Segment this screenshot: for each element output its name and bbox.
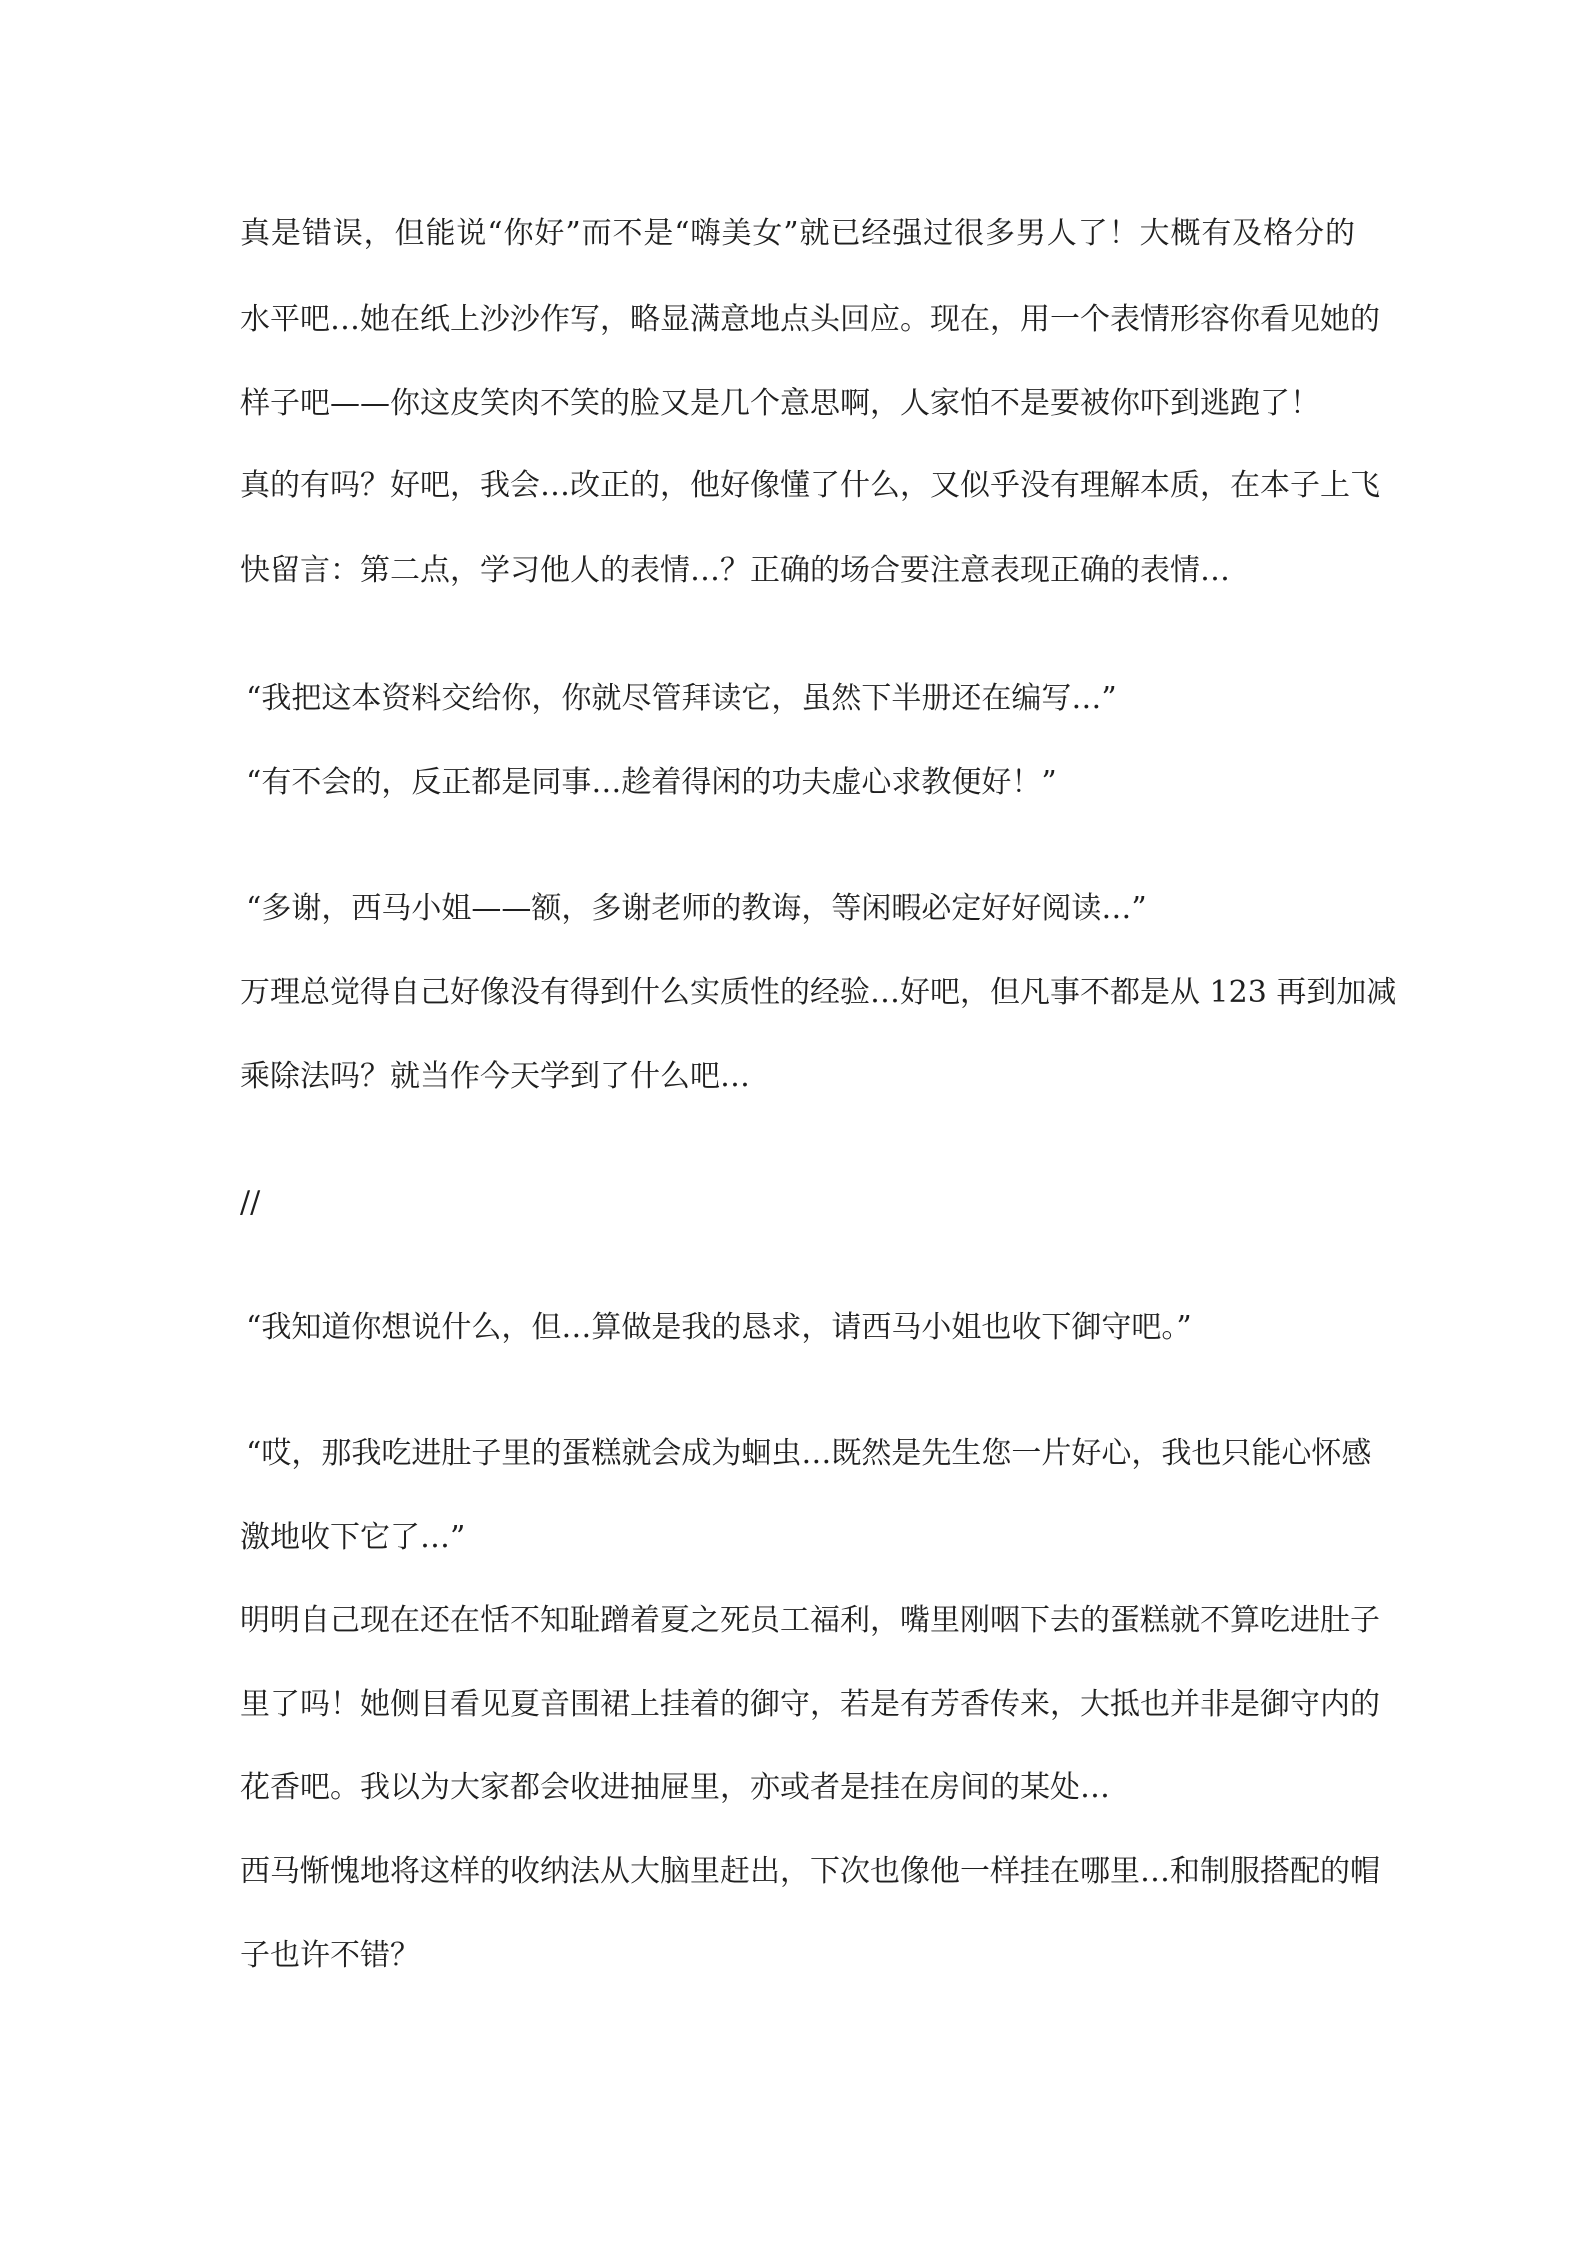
dialogue-line: “哎，那我吃进肚子里的蛋糕就会成为蛔虫…既然是先生您一片好心，我也只能心怀感: [246, 1436, 1372, 1471]
paragraph-line: 花香吧。我以为大家都会收进抽屉里，亦或者是挂在房间的某处…: [240, 1770, 1110, 1805]
dialogue-line: “有不会的，反正都是同事…趁着得闲的功夫虚心求教便好！”: [246, 765, 1057, 800]
paragraph-line: 快留言：第二点，学习他人的表情…？正确的场合要注意表现正确的表情…: [240, 553, 1230, 588]
paragraph-line: 万理总觉得自己好像没有得到什么实质性的经验…好吧，但凡事不都是从 123 再到加减: [240, 975, 1397, 1010]
paragraph-line: 里了吗！她侧目看见夏音围裙上挂着的御守，若是有芳香传来，大抵也并非是御守内的: [240, 1687, 1380, 1722]
paragraph-line: 西马惭愧地将这样的收纳法从大脑里赶出，下次也像他一样挂在哪里…和制服搭配的帽: [240, 1854, 1380, 1889]
paragraph-line: 样子吧——你这皮笑肉不笑的脸又是几个意思啊，人家怕不是要被你吓到逃跑了！: [240, 386, 1320, 421]
paragraph-line: 乘除法吗？就当作今天学到了什么吧…: [240, 1059, 750, 1094]
paragraph-line: 明明自己现在还在恬不知耻蹭着夏之死员工福利，嘴里刚咽下去的蛋糕就不算吃进肚子: [240, 1603, 1380, 1638]
dialogue-line: “我知道你想说什么，但…算做是我的恳求，请西马小姐也收下御守吧。”: [246, 1310, 1192, 1345]
paragraph-line: 水平吧…她在纸上沙沙作写，略显满意地点头回应。现在，用一个表情形容你看见她的: [240, 302, 1380, 337]
section-separator: //: [240, 1185, 261, 1220]
dialogue-line: “多谢，西马小姐——额，多谢老师的教诲，等闲暇必定好好阅读…”: [246, 891, 1147, 926]
paragraph-line: 真是错误，但能说“你好”而不是“嗨美女”就已经强过很多男人了！大概有及格分的: [240, 216, 1355, 251]
paragraph-line: 子也许不错？: [240, 1938, 420, 1973]
dialogue-line: 激地收下它了…”: [240, 1520, 466, 1555]
dialogue-line: “我把这本资料交给你，你就尽管拜读它，虽然下半册还在编写…”: [246, 681, 1117, 716]
paragraph-line: 真的有吗？好吧，我会…改正的，他好像懂了什么，又似乎没有理解本质，在本子上飞: [240, 468, 1380, 503]
